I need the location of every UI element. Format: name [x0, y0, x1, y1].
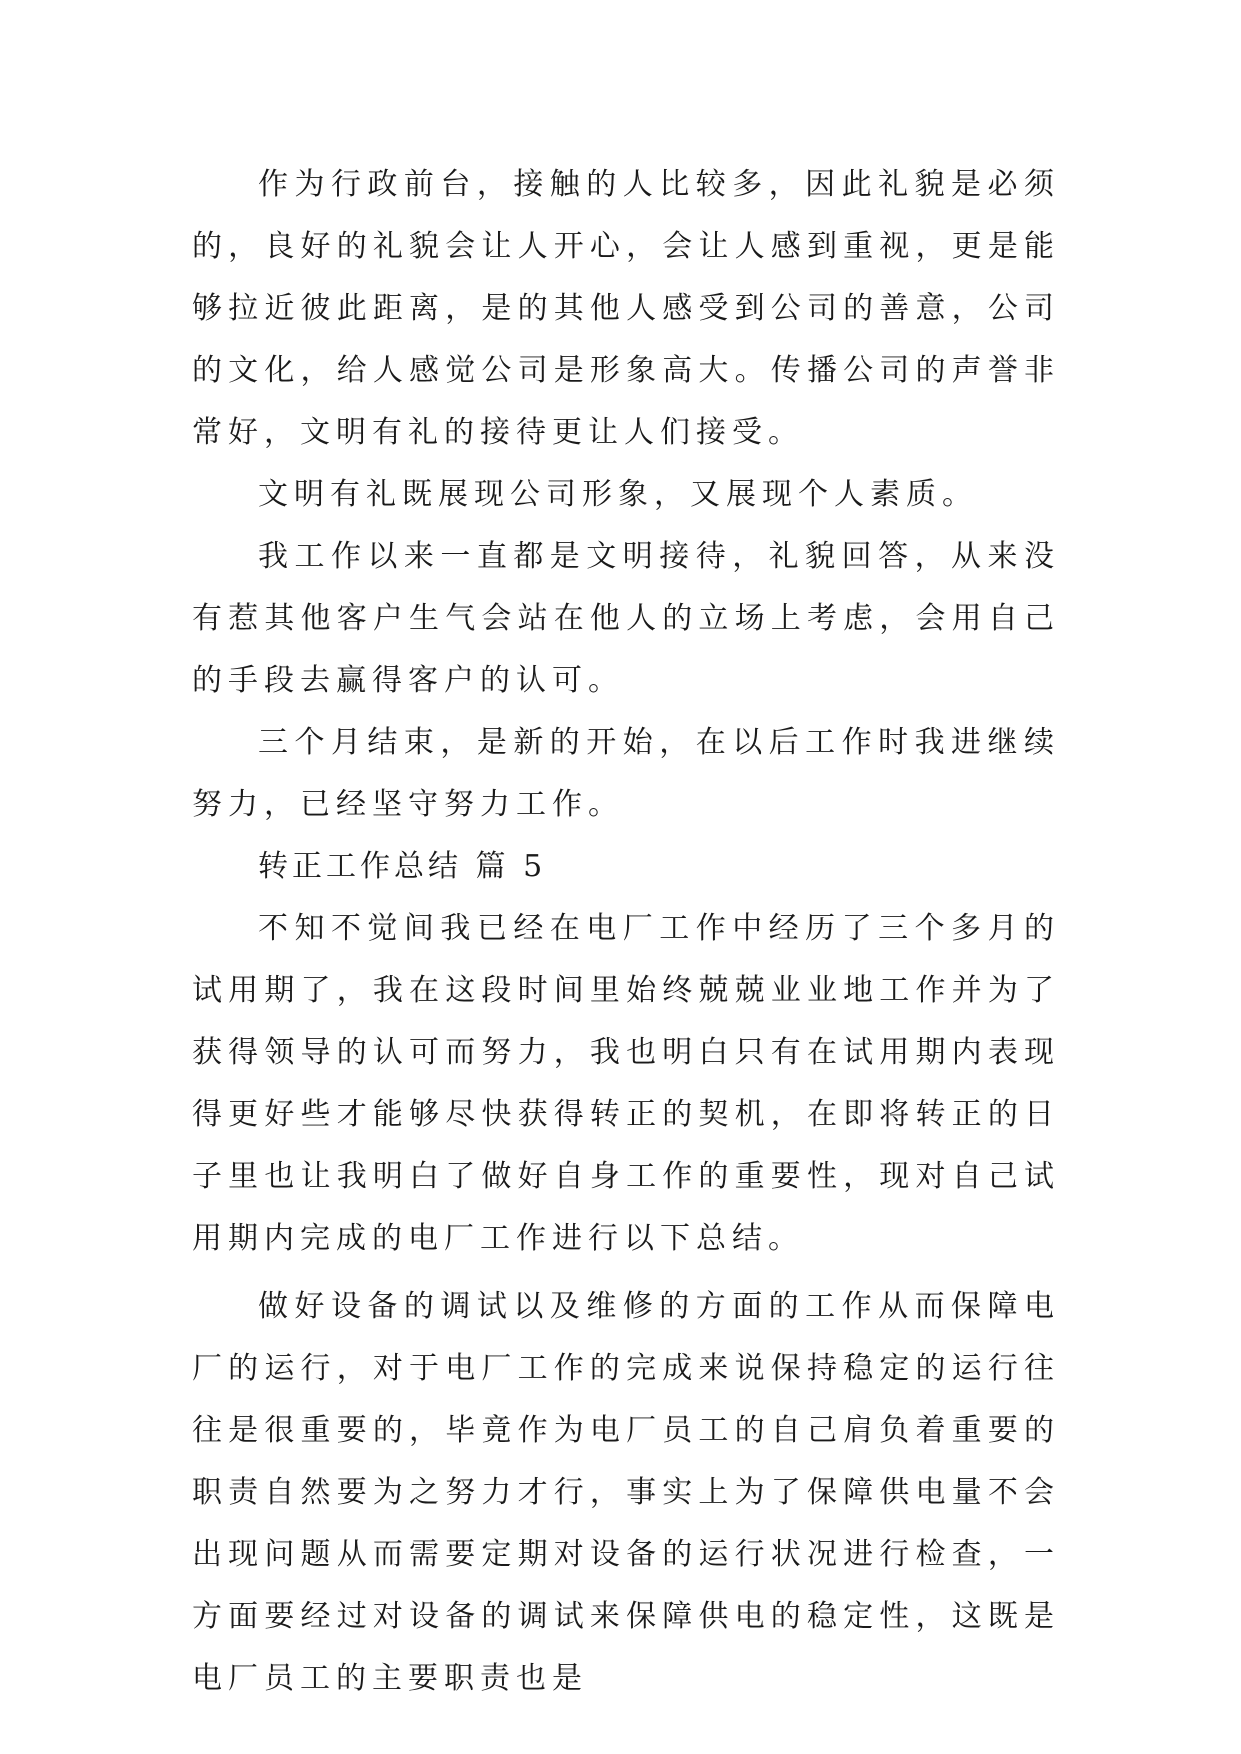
paragraph-reception: 我工作以来一直都是文明接待，礼貌回答，从来没有惹其他客户生气会站在他人的立场上考虑，会用自己的手段去赢得客户的认可。 [192, 539, 1060, 698]
document-body [192, 154, 1060, 1710]
paragraph-new-start: 三个月结束，是新的开始，在以后工作时我进继续努力，已经坚守努力工作。 [192, 725, 1060, 822]
paragraph-image-quality: 文明有礼既展现公司形象，又展现个人素质。 [258, 477, 978, 512]
paragraph-equipment: 做好设备的调试以及维修的方面的工作从而保障电厂的运行，对于电厂工作的完成来说保持稳定的运行往往是很重要的，毕竟作为电厂员工的自己肩负着重要的职责自然要为之努力才行，事实上为了保障供电量不会出现问题从而需要定期对设备的运行状况进行检查，一方面要经过对设备的调试来保障供电的稳定性，这既是电厂员工的主要职责也是 [192, 1289, 1060, 1696]
section-heading: 转正工作总结 篇 5 [258, 849, 547, 884]
paragraph-probation: 不知不觉间我已经在电厂工作中经历了三个多月的试用期了，我在这段时间里始终兢兢业业地工作并为了获得领导的认可而努力，我也明白只有在试用期内表现得更好些才能够尽快获得转正的契机，在即将转正的日子里也让我明白了做好自身工作的重要性，现对自己试用期内完成的电厂工作进行以下总结。 [192, 911, 1060, 1256]
paragraph-courtesy: 作为行政前台，接触的人比较多，因此礼貌是必须的，良好的礼貌会让人开心，会让人感到重视，更是能够拉近彼此距离，是的其他人感受到公司的善意，公司的文化，给人感觉公司是形象高大。传播公司的声誉非常好，文明有礼的接待更让人们接受。 [192, 167, 1060, 450]
